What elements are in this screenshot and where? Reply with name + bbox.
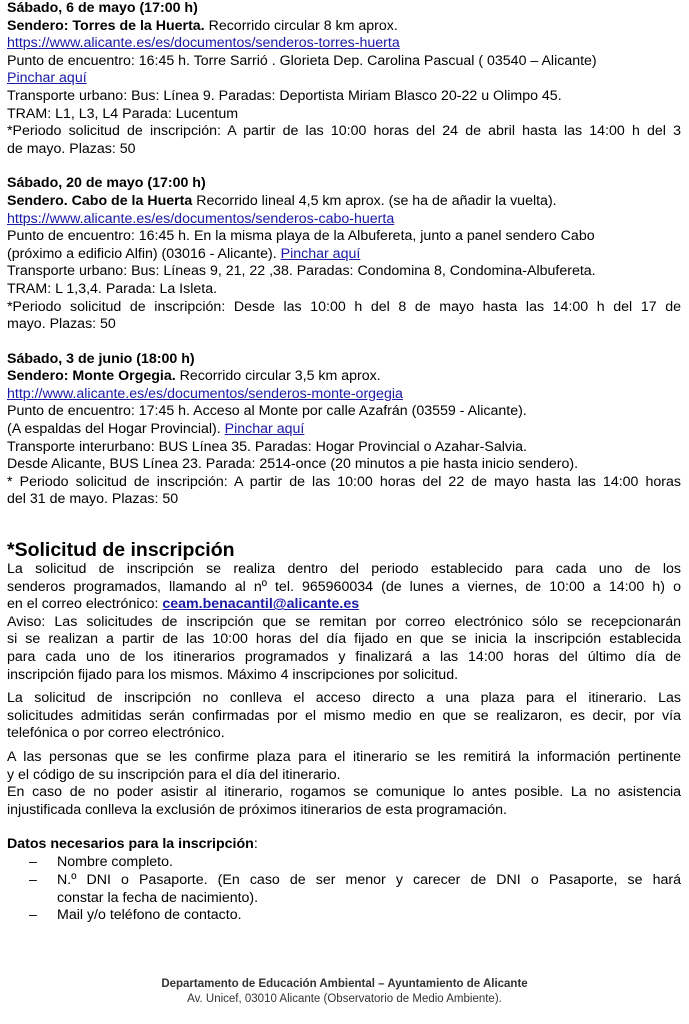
- event-url-link[interactable]: https://www.alicante.es/es/documentos/senderos-cabo-huerta: [7, 210, 395, 227]
- event-meeting-point-cont: [7, 421, 681, 439]
- event-date: Sábado, 3 de junio (18:00 h): [7, 350, 195, 367]
- event-description: Recorrido lineal 4,5 km aprox. (se ha de añadir la vuelta).: [192, 192, 557, 209]
- event-transport: Transporte urbano: Bus: Línea 9. Paradas: Deportista Miriam Blasco 20-22 u Olimpo 45.: [7, 87, 562, 104]
- paragraph-line: A las personas que se les confirme plaza para el itinerario se les remitirá la información pertinente: [7, 748, 681, 765]
- list-item: [7, 872, 681, 908]
- dash-bullet: –: [29, 907, 37, 924]
- list-item-text: Mail y/o teléfono de contacto.: [57, 907, 242, 924]
- email-link[interactable]: ceam.benacantil@alicante.es: [162, 596, 360, 613]
- paragraph-line: En caso de no poder asistir al itinerario, rogamos se comunique lo antes posible. La no asistencia: [7, 784, 681, 801]
- event-date: Sábado, 6 de mayo (17:00 h): [7, 0, 198, 16]
- list-item-text-cont: constar la fecha de nacimiento).: [57, 889, 259, 906]
- section-heading: *Solicitud de inscripción: [7, 539, 235, 562]
- map-link[interactable]: Pinchar aquí: [7, 70, 87, 87]
- paragraph-line: solicitudes admitidas serán confirmadas por el mismo medio en que se realizaron, es decir, por vía: [7, 707, 681, 724]
- paragraph-line: La solicitud de inscripción se realiza dentro del periodo establecido para cada uno de los: [7, 561, 681, 578]
- event-tram: TRAM: L 1,3,4. Parada: La Isleta.: [7, 280, 218, 297]
- paragraph-confirmation: [7, 690, 681, 743]
- list-item: [7, 907, 681, 925]
- paragraph-line: injustificada conlleva la exclusión de próximos itinerarios de esta programación.: [7, 801, 507, 818]
- event-period-line-1: *Periodo solicitud de inscripción: A partir de las 10:00 horas del 24 de abril hasta las 14:00 h del 3: [7, 123, 681, 140]
- document-page: [7, 0, 681, 925]
- list-item: [7, 854, 681, 872]
- event-title-line: [7, 368, 681, 386]
- footer-department: Departamento de Educación Ambiental – Ayuntamiento de Alicante: [161, 978, 528, 990]
- paragraph-line: Aviso: Las solicitudes de inscripción que se remitan por correo electrónico sólo se recepcionarán: [7, 613, 681, 630]
- event-period-line-1: *Periodo solicitud de inscripción: Desde las 10:00 h del 8 de mayo hasta las 14:00 h del 17 de: [7, 298, 681, 315]
- event-cabo-huerta: [7, 175, 681, 333]
- event-meeting-point-cont: [7, 246, 681, 264]
- event-title: Sendero: Torres de la Huerta.: [7, 17, 205, 34]
- required-data-list: [7, 854, 681, 925]
- event-meeting-point: Punto de encuentro: 16:45 h. Torre Sarrió . Glorieta Dep. Carolina Pascual ( 03540 – Alicante): [7, 52, 597, 69]
- map-link[interactable]: Pinchar aquí: [280, 245, 361, 262]
- footer-address: Av. Unicef, 03010 Alicante (Observatorio de Medio Ambiente).: [187, 992, 502, 1005]
- event-title-line: [7, 193, 681, 211]
- list-item-text: Nombre completo.: [57, 853, 173, 870]
- event-period-line-1: * Periodo solicitud de inscripción: A partir de las 10:00 horas del 22 de mayo hasta las 14:00 horas: [7, 473, 681, 490]
- datos-heading-text: Datos necesarios para la inscripción: [7, 836, 254, 853]
- event-title: Sendero. Cabo de la Huerta: [7, 192, 193, 209]
- dash-bullet: –: [29, 871, 37, 888]
- paragraph-how-to-apply: [7, 561, 681, 684]
- event-period-line-2: del 31 de mayo. Plazas: 50: [7, 491, 179, 508]
- event-period-line-2: mayo. Plazas: 50: [7, 316, 116, 333]
- event-title: Sendero: Monte Orgegia.: [7, 368, 176, 385]
- paragraph-line: La solicitud de inscripción no conlleva el acceso directo a una plaza para el itinerario. Las: [7, 690, 681, 707]
- event-description: Recorrido circular 3,5 km aprox.: [175, 368, 381, 385]
- paragraph-line: si se realizan a partir de las 10:00 horas del día fijado en que se inicia la inscripción establecida: [7, 631, 681, 648]
- datos-heading: [7, 836, 681, 854]
- event-meeting-point: Punto de encuentro: 17:45 h. Acceso al Monte por calle Azafrán (03559 - Alicante).: [7, 403, 527, 420]
- event-transport: Transporte urbano: Bus: Líneas 9, 21, 22 ,38. Paradas: Condomina 8, Condomina-Albufereta.: [7, 263, 596, 280]
- meeting-address: (A espaldas del Hogar Provincial).: [7, 421, 225, 438]
- event-date: Sábado, 20 de mayo (17:00 h): [7, 175, 206, 192]
- event-monte-orgegia: [7, 351, 681, 509]
- paragraph-line: [7, 596, 681, 614]
- email-label: en el correo electrónico:: [7, 596, 163, 613]
- event-transport-2: Desde Alicante, BUS Línea 23. Parada: 2514-once (20 minutos a pie hasta inicio sendero).: [7, 456, 579, 473]
- paragraph-line: y el código de su inscripción para el día del itinerario.: [7, 766, 341, 783]
- event-description: Recorrido circular 8 km aprox.: [204, 17, 398, 34]
- event-torres-huerta: [7, 0, 681, 158]
- event-transport: Transporte interurbano: BUS Línea 35. Paradas: Hogar Provincial o Azahar-Salvia.: [7, 438, 527, 455]
- datos-heading-colon: :: [253, 836, 258, 853]
- paragraph-information: [7, 749, 681, 819]
- event-url-link[interactable]: http://www.alicante.es/es/documentos/senderos-monte-orgegia: [7, 385, 403, 402]
- event-url-link[interactable]: https://www.alicante.es/es/documentos/senderos-torres-huerta: [7, 35, 400, 52]
- event-title-line: [7, 18, 681, 36]
- paragraph-line: para cada uno de los itinerarios programados y finalizará a las 14:00 horas del último día de: [7, 649, 681, 665]
- event-meeting-point: Punto de encuentro: 16:45 h. En la misma playa de la Albufereta, junto a panel sendero Cabo: [7, 228, 595, 245]
- meeting-address: (próximo a edificio Alfin) (03016 - Alicante).: [7, 245, 281, 262]
- dash-bullet: –: [29, 853, 37, 870]
- paragraph-line: senderos programados, llamando al nº tel. 965960034 (de lunes a viernes, de 10:00 a 14:00 h) o: [7, 578, 681, 595]
- paragraph-line: inscripción fijado para los mismos. Máximo 4 inscripciones por solicitud.: [7, 666, 459, 683]
- map-link[interactable]: Pinchar aquí: [224, 421, 305, 438]
- event-period-line-2: de mayo. Plazas: 50: [7, 140, 136, 157]
- list-item-text: N.º DNI o Pasaporte. (En caso de ser menor y carecer de DNI o Pasaporte, se hará: [57, 871, 681, 888]
- page-footer: [0, 977, 689, 1006]
- paragraph-line: telefónica o por correo electrónico.: [7, 725, 225, 742]
- event-tram: TRAM: L1, L3, L4 Parada: Lucentum: [7, 105, 239, 122]
